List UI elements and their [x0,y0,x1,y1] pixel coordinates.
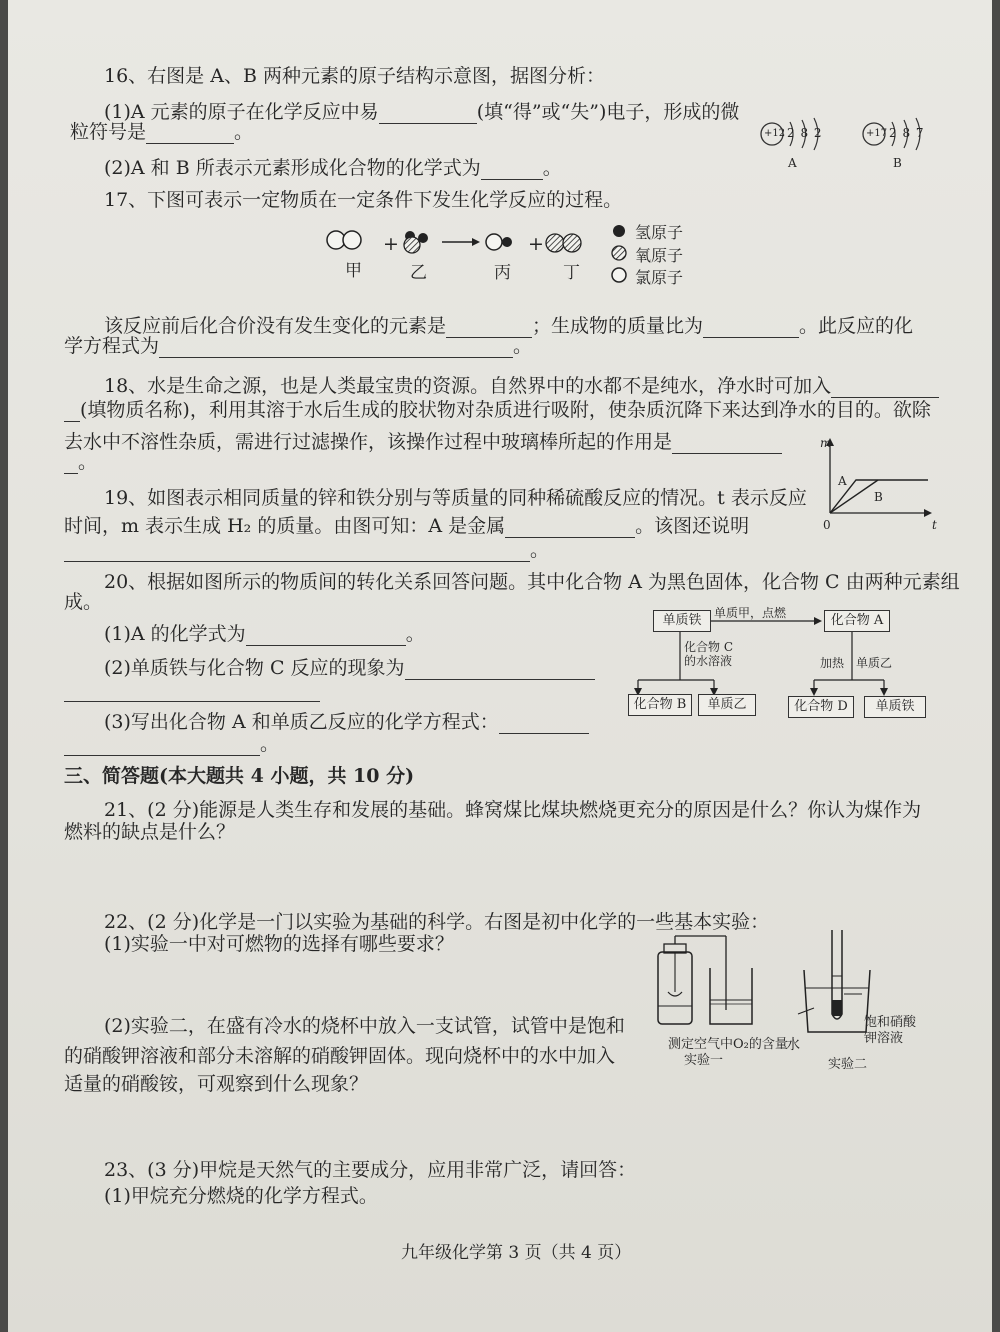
node-compound-b: 化合物 B [628,694,692,716]
graph-curve-b: B [874,490,883,504]
answer-blank[interactable] [505,517,635,538]
exp1-caption: 测定空气中O₂的含量 [668,1037,788,1052]
q17-intro: 17、下图可表示一定物质在一定条件下发生化学反应的过程。 [104,189,623,211]
page-footer: 九年级化学第 3 页（共 4 页） [401,1243,632,1263]
q22-part2-line2: 的硝酸钾溶液和部分未溶解的硝酸钾固体。现向烧杯中的水中加入 [64,1045,616,1067]
q23-part1: (1)甲烷充分燃烧的化学方程式。 [104,1185,378,1207]
atom-legend-icons [611,224,631,288]
q18-line2: (填物质名称)，利用其溶于水后生成的胶状物对杂质进行吸附，使杂质沉降下来达到净水的目的。欲除 [64,398,931,422]
node-iron: 单质铁 [653,610,711,632]
plus-sign: + [383,233,399,255]
exp2-solution-label-2: 钾溶液 [864,1031,904,1046]
answer-blank[interactable] [672,433,782,454]
answer-blank[interactable] [64,401,80,422]
graph-y-label: m [820,436,832,450]
q20-part2-cont [64,678,320,702]
q20-part1: (1)A 的化学式为 。 [104,623,425,645]
q16-intro: 16、右图是 A、B 两种元素的原子结构示意图，据图分析： [104,65,605,87]
arrow-label-compound-c: 化合物 C [684,640,733,654]
q20-line2: 成。 [64,591,103,613]
q19-line3: 。 [64,538,549,562]
exp1-label: 实验一 [684,1053,724,1068]
molecule-name-ding: 丁 [563,263,580,283]
graph-curve-a: A [838,474,847,488]
q17-question-line1: 该反应前后化合价没有发生变化的元素是 ；生成物的质量比为 。此反应的化 [104,315,914,337]
q18-line1: 18、水是生命之源，也是人类最宝贵的资源。自然界中的水都不是纯水，净水时可加入 [104,374,939,398]
arrow-label-solution: 的水溶液 [684,654,733,668]
exp2-label: 实验二 [828,1057,868,1072]
answer-blank[interactable] [64,453,78,474]
exam-page [8,0,992,1332]
q16-part2: (2)A 和 B 所表示元素形成化合物的化学式为 。 [104,157,562,179]
legend-chlorine: 氯原子 [635,268,684,287]
answer-blank[interactable] [64,541,530,562]
q18-line4: 。 [64,450,97,474]
atom-a-shells: 2 8 2 [787,126,823,140]
graph-x-label: t [932,518,937,532]
q16-part1-cont: 粒符号是 。 [70,121,254,143]
q22-line1: 22、(2 分)化学是一门以实验为基础的科学。右图是初中化学的一些基本实验： [104,911,770,933]
answer-blank[interactable] [481,159,543,180]
legend-hydrogen: 氢原子 [635,223,684,242]
graph-origin: 0 [823,518,831,532]
atom-b-nucleus: +17 [866,128,888,139]
legend-oxygen: 氧原子 [635,246,684,265]
atom-a-nucleus: +12 [764,128,786,139]
arrow-label-oxygen-ignite: 单质甲，点燃 [714,606,787,620]
answer-blank[interactable] [379,103,477,124]
q21-line2: 燃料的缺点是什么？ [64,821,236,843]
molecule-name-yi: 乙 [410,263,427,283]
q22-part2-line1: (2)实验二，在盛有冷水的烧杯中放入一支试管，试管中是饱和 [104,1015,625,1037]
exp2-solution-label-1: 饱和硝酸 [864,1015,917,1030]
answer-blank[interactable] [405,659,595,680]
q16-part1: (1)A 元素的原子在化学反应中易 (填“得”或“失”)电子，形成的微 [104,101,740,123]
q23-line1: 23、(3 分)甲烷是天然气的主要成分，应用非常广泛，请回答： [104,1159,637,1181]
q18-line3: 去水中不溶性杂质，需进行过滤操作，该操作过程中玻璃棒所起的作用是 [64,430,782,454]
answer-blank[interactable] [703,317,799,338]
section-3-heading: 三、简答题(本大题共 4 小题，共 10 分) [64,765,415,787]
node-compound-d: 化合物 D [788,696,854,718]
atom-b-shells: 2 8 7 [889,126,925,140]
q22-part2-line3: 适量的硝酸铵，可观察到什么现象？ [64,1073,369,1095]
reaction-diagram [326,226,586,266]
node-element-yi: 单质乙 [698,694,756,716]
answer-blank[interactable] [64,735,260,756]
molecule-name-jia: 甲 [345,261,362,281]
answer-blank[interactable] [146,123,234,144]
molecule-name-bing: 丙 [494,263,511,283]
q20-part3-cont: 。 [64,732,279,756]
arrow-label-element-yi: 单质乙 [856,656,893,670]
node-iron-2: 单质铁 [864,696,926,718]
arrow-label-heat: 加热 [820,656,845,670]
answer-blank[interactable] [64,681,320,702]
q21-line1: 21、(2 分)能源是人类生存和发展的基础。蜂窝煤比煤块燃烧更充分的原因是什么？你认为煤作为 [104,799,922,821]
q17-question-line2: 学方程式为 。 [64,335,533,357]
node-compound-a: 化合物 A [824,610,890,632]
q20-part3: (3)写出化合物 A 和单质乙反应的化学方程式： [104,710,589,734]
answer-blank[interactable] [246,625,406,646]
q20-line1: 20、根据如图所示的物质间的转化关系回答问题。其中化合物 A 为黑色固体，化合物 C 由两种元素组 [104,571,960,593]
q20-part2: (2)单质铁与化合物 C 反应的现象为 [104,656,595,680]
answer-blank[interactable] [831,377,939,398]
atom-a-label: A [788,156,797,170]
q22-part1: (1)实验一中对可燃物的选择有哪些要求？ [104,933,454,955]
plus-sign: + [528,233,544,255]
answer-blank[interactable] [499,713,589,734]
answer-blank[interactable] [159,337,513,358]
q19-line2: 时间，m 表示生成 H₂ 的质量。由图可知：A 是金属 。该图还说明 [64,515,750,537]
q19-line1: 19、如图表示相同质量的锌和铁分别与等质量的同种稀硫酸反应的情况。t 表示反应 [104,487,807,509]
exp2-water-label: 水 [786,1037,800,1053]
atom-b-label: B [893,156,902,170]
